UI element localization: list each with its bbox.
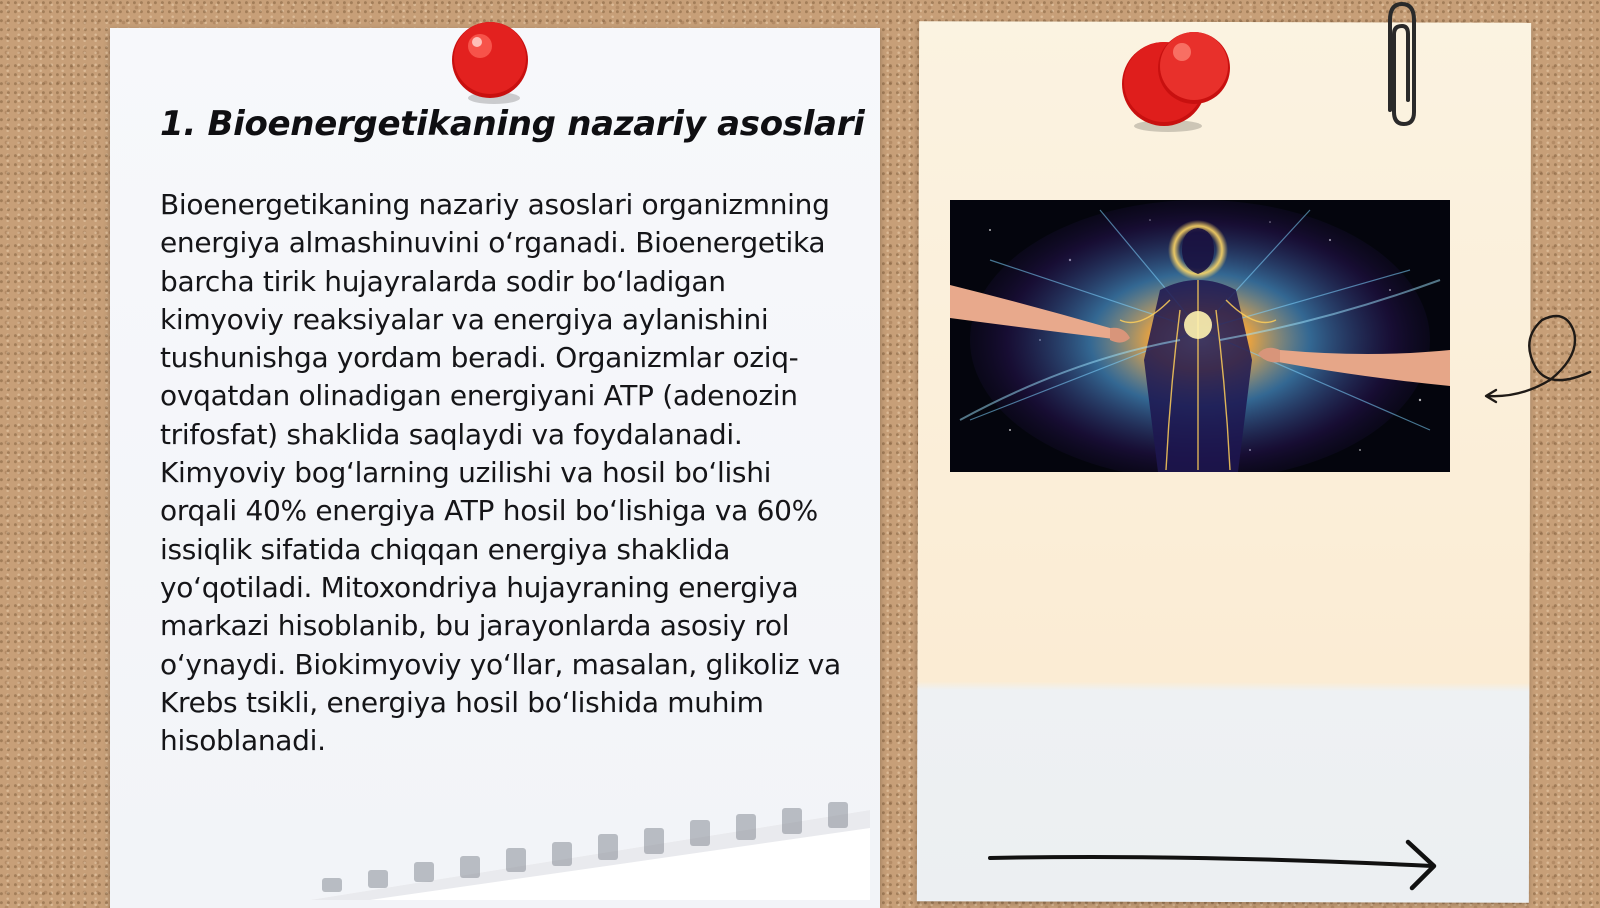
paperclip-icon xyxy=(1378,0,1422,130)
slide-title: 1. Bioenergetikaning nazariy asoslari xyxy=(160,104,865,144)
pushpin-icon xyxy=(1118,28,1238,136)
curl-arrow-icon xyxy=(1480,310,1600,410)
torn-paper-strip xyxy=(310,800,870,900)
pushpin-icon xyxy=(450,18,530,108)
energy-body-image xyxy=(950,200,1450,472)
right-arrow-icon xyxy=(988,836,1448,896)
body-paragraph: Bioenergetikaning nazariy asoslari organizmning energiya almashinuvini o‘rganadi. Bioenergetika barcha tirik hujayralarda sodir bo‘ladigan kimyoviy reaksiyalar va energiya aylanishini tushunishga yordam beradi. Organizmlar oziq-ovqatdan olinadigan energiyani ATP (adenozin trifosfat) shaklida saqlaydi va foydalanadi. Kimyoviy bog‘larning uzilishi va hosil bo‘lishi orqali 40% energiya ATP hosil bo‘lishiga va 60% issiqlik sifatida chiqqan energiya shaklida yo‘qotiladi. Mitoxondriya hujayraning energiya markazi hisoblanib, bu jarayonlarda asosiy rol o‘ynaydi. Biokimyoviy yo‘llar, masalan, glikoliz va Krebs tsikli, energiya hosil bo‘lishida muhim hisoblanadi. xyxy=(160,188,841,758)
